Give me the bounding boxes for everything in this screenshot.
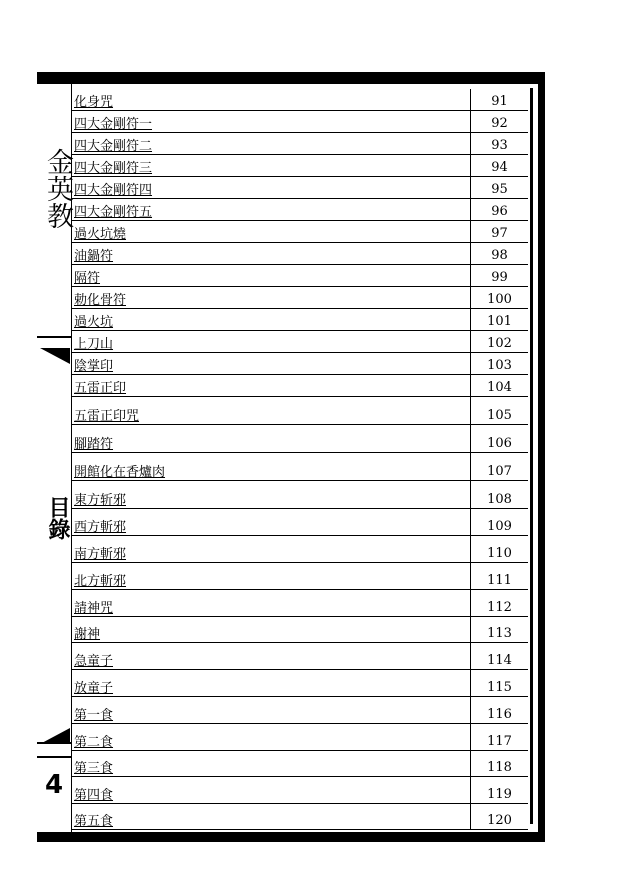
table-row [71, 111, 528, 133]
table-row [71, 353, 528, 375]
frame-rule [530, 88, 533, 824]
table-row [71, 509, 528, 536]
toc-entry-title: 隔符 [74, 271, 101, 286]
toc-entry-page: 112 [470, 590, 528, 616]
toc-entry-title: 四大金剛符四 [74, 183, 153, 198]
toc-entry-title: 北方斬邪 [74, 574, 127, 589]
page-number: 4 [44, 770, 64, 800]
toc-entry-page: 110 [470, 536, 528, 562]
table-row [71, 617, 528, 643]
table-row [71, 199, 528, 221]
table-row [71, 777, 528, 804]
table-row [71, 590, 528, 617]
toc-entry-page: 116 [470, 697, 528, 723]
table-row [71, 397, 528, 425]
toc-entry-page: 105 [470, 397, 528, 424]
toc-entry-page: 100 [470, 287, 528, 308]
toc-entry-page: 101 [470, 309, 528, 330]
toc-entry-title: 陰掌印 [74, 359, 114, 374]
toc-entry-page: 113 [470, 617, 528, 642]
toc-entry-title: 四大金剛符二 [74, 139, 153, 154]
section-title: 目錄 [45, 496, 71, 540]
table-row [71, 724, 528, 751]
toc-entry-title: 南方斬邪 [74, 547, 127, 562]
toc-entry-title: 四大金剛符三 [74, 161, 153, 176]
toc-entry-title: 過火坑燒 [74, 227, 127, 242]
table-row [71, 133, 528, 155]
toc-entry-page: 104 [470, 375, 528, 396]
toc-entry-title: 放童子 [74, 681, 114, 696]
table-row [71, 155, 528, 177]
toc-entry-page: 120 [470, 804, 528, 829]
toc-entry-title: 油鍋符 [74, 249, 114, 264]
toc-entry-page: 111 [470, 563, 528, 589]
table-row [71, 309, 528, 331]
toc-entry-title: 第二食 [74, 735, 114, 750]
toc-entry-page: 109 [470, 509, 528, 535]
table-row [71, 221, 528, 243]
table-row [71, 375, 528, 397]
table-row [71, 481, 528, 509]
toc-entry-page: 106 [470, 425, 528, 452]
toc-entry-page: 108 [470, 481, 528, 508]
table-row [71, 89, 528, 111]
toc-entry-title: 第三食 [74, 761, 114, 776]
table-row [71, 177, 528, 199]
spine-divider [37, 756, 71, 758]
toc-entry-title: 上刀山 [74, 337, 114, 352]
toc-entry-page: 119 [470, 777, 528, 803]
table-row [71, 804, 528, 830]
table-row [71, 670, 528, 697]
table-row [71, 536, 528, 563]
table-row [71, 243, 528, 265]
toc-table [71, 89, 528, 830]
toc-entry-title: 開館化在香爐肉 [74, 465, 166, 480]
table-row [71, 643, 528, 670]
toc-entry-page: 96 [470, 199, 528, 220]
table-row [71, 287, 528, 309]
table-row [71, 751, 528, 777]
toc-entry-page: 118 [470, 751, 528, 776]
toc-entry-title: 第四食 [74, 788, 114, 803]
book-title: 金英教 [42, 148, 73, 229]
toc-entry-page: 102 [470, 331, 528, 352]
table-row [71, 453, 528, 481]
toc-entry-title: 五雷正印咒 [74, 409, 140, 424]
table-row [71, 563, 528, 590]
toc-entry-page: 98 [470, 243, 528, 264]
table-row [71, 697, 528, 724]
toc-entry-page: 114 [470, 643, 528, 669]
toc-entry-page: 97 [470, 221, 528, 242]
toc-entry-page: 107 [470, 453, 528, 480]
toc-entry-title: 謝神 [74, 627, 101, 642]
toc-entry-title: 四大金剛符五 [74, 205, 153, 220]
toc-entry-page: 91 [470, 89, 528, 110]
toc-entry-title: 過火坑 [74, 315, 114, 330]
toc-entry-title: 請神咒 [74, 601, 114, 616]
toc-entry-title: 勅化骨符 [74, 293, 127, 308]
toc-entry-title: 急童子 [74, 654, 114, 669]
table-row [71, 265, 528, 287]
toc-entry-page: 99 [470, 265, 528, 286]
spine-divider [37, 742, 71, 744]
spine-divider [37, 336, 71, 338]
toc-entry-page: 117 [470, 724, 528, 750]
toc-entry-page: 92 [470, 111, 528, 132]
toc-entry-title: 西方斬邪 [74, 520, 127, 535]
toc-entry-title: 五雷正印 [74, 381, 127, 396]
toc-entry-title: 第一食 [74, 708, 114, 723]
toc-entry-page: 95 [470, 177, 528, 198]
toc-entry-title: 第五食 [74, 814, 114, 829]
toc-entry-title: 東方斩邪 [74, 493, 127, 508]
toc-entry-page: 115 [470, 670, 528, 696]
spine-triangle-top [40, 348, 70, 364]
table-row [71, 425, 528, 453]
toc-entry-page: 94 [470, 155, 528, 176]
toc-entry-title: 腳踏符 [74, 437, 114, 452]
toc-entry-title: 化身咒 [74, 95, 114, 110]
toc-entry-page: 93 [470, 133, 528, 154]
toc-entry-page: 103 [470, 353, 528, 374]
table-row [71, 331, 528, 353]
toc-entry-title: 四大金剛符一 [74, 117, 153, 132]
